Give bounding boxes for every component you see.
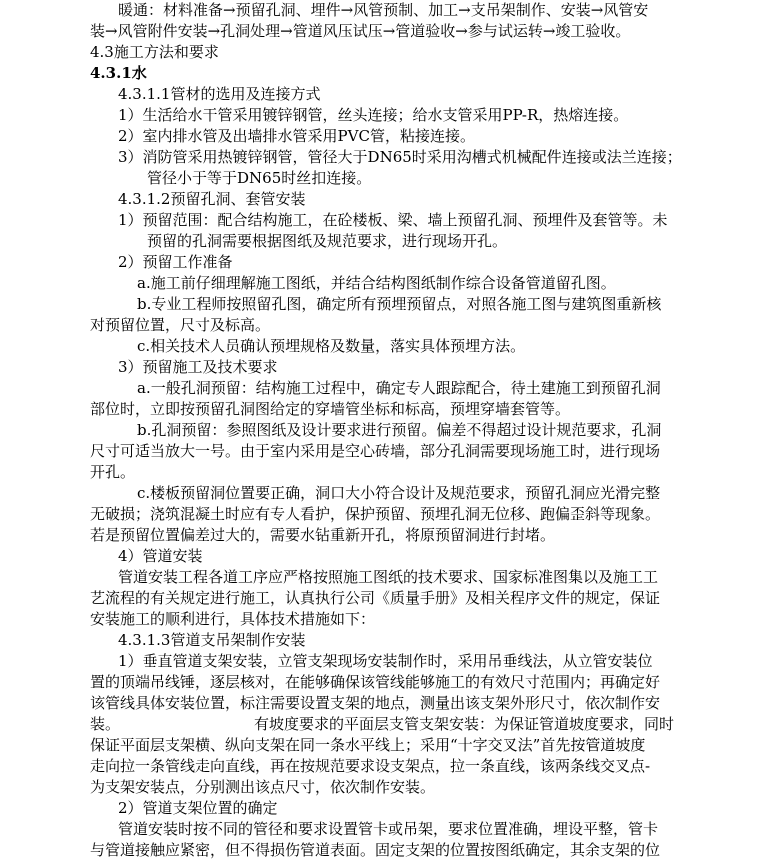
text-line: 部位时，立即按预留孔洞图给定的穿墙管坐标和标高，预埋穿墙套管等。 bbox=[90, 400, 571, 418]
text-line: c.相关技术人员确认预埋规格及数量，落实具体预埋方法。 bbox=[137, 337, 526, 355]
subsection-heading: 4.3.1.1管材的选用及连接方式 bbox=[118, 85, 321, 103]
text-line: a.一般孔洞预留：结构施工过程中，确定专人跟踪配合，待土建施工到预留孔洞 bbox=[137, 379, 661, 397]
text-line: 有坡度要求的平面层支管支架安装：为保证管道坡度要求，同时 bbox=[254, 715, 675, 733]
text-line: 1）预留范围：配合结构施工，在砼楼板、梁、墙上预留孔洞、预埋件及套管等。未 bbox=[118, 211, 668, 229]
text-line: 3）消防管采用热镀锌钢管，管径大于DN65时采用沟槽式机械配件连接或法兰连接； bbox=[118, 148, 682, 166]
text-line: 若是预留位置偏差过大的，需要水钻重新开孔，将原预留洞进行封堵。 bbox=[90, 526, 556, 544]
text-line: 装。 bbox=[90, 715, 121, 733]
text-line: 该管线具体安装位置，标注需要设置支架的地点，测量出该支架外形尺寸，依次制作安 bbox=[90, 694, 661, 712]
text-line: 4）管道安装 bbox=[118, 547, 203, 565]
text-line: 预留的孔洞需要根据图纸及规范要求，进行现场开孔。 bbox=[147, 232, 508, 250]
section-heading-bold: 4.3.1水 bbox=[90, 64, 147, 82]
text-line: 走向拉一条管线走向直线，再在按规范要求设支架点，拉一条直线，该两条线交叉点- bbox=[90, 757, 651, 775]
text-line: 暖通：材料准备→预留孔洞、埋件→风管预制、加工→支吊架制作、安装→风管安 bbox=[118, 1, 649, 19]
text-line: 开孔。 bbox=[90, 463, 136, 481]
text-line: 为支架安装点，分别测出该点尺寸，依次制作安装。 bbox=[90, 778, 436, 796]
text-line: 3）预留施工及技术要求 bbox=[118, 358, 278, 376]
section-heading: 4.3施工方法和要求 bbox=[90, 43, 219, 61]
subsection-heading: 4.3.1.3管道支吊架制作安装 bbox=[118, 631, 306, 649]
text-line: 2）预留工作准备 bbox=[118, 253, 233, 271]
text-line: 艺流程的有关规定进行施工，认真执行公司《质量手册》及相关程序文件的规定，保证 bbox=[90, 589, 661, 607]
text-line: b.孔洞预留：参照图纸及设计要求进行预留。偏差不得超过设计规范要求，孔洞 bbox=[137, 421, 662, 439]
text-line: b.专业工程师按照留孔图，确定所有预埋预留点，对照各施工图与建筑图重新核 bbox=[137, 295, 662, 313]
text-line: 对预留位置，尺寸及标高。 bbox=[90, 316, 271, 334]
text-line: 无破损；浇筑混凝土时应有专人看护，保护预留、预埋孔洞无位移、跑偏歪斜等现象。 bbox=[90, 505, 661, 523]
text-line: 保证平面层支架横、纵向支架在同一条水平线上；采用“十字交叉法”首先按管道坡度 bbox=[90, 736, 646, 754]
text-line: 管道安装时按不同的管径和要求设置管卡或吊架，要求位置准确，埋设平整，管卡 bbox=[118, 820, 659, 838]
text-line: 置的顶端吊线锤，逐层核对，在能够确保该管线能够施工的有效尺寸范围内；再确定好 bbox=[90, 673, 661, 691]
text-line: c.楼板预留洞位置要正确，洞口大小符合设计及规范要求，预留孔洞应光滑完整 bbox=[137, 484, 661, 502]
text-line: 管道安装工程各道工序应严格按照施工图纸的技术要求、国家标准图集以及施工工 bbox=[118, 568, 659, 586]
text-line: a.施工前仔细理解施工图纸，并结合结构图纸制作综合设备管道留孔图。 bbox=[137, 274, 616, 292]
text-line: 2）管道支架位置的确定 bbox=[118, 799, 278, 817]
text-line: 安装施工的顺利进行，具体技术措施如下： bbox=[90, 610, 376, 628]
text-line: 管径小于等于DN65时丝扣连接。 bbox=[147, 169, 372, 187]
text-line: 装→风管附件安装→孔洞处理→管道风压试压→管道验收→参与试运转→竣工验收。 bbox=[90, 22, 631, 40]
text-line: 与管道接触应紧密，但不得损伤管道表面。固定支架的位置按图纸确定，其余支架的位 bbox=[90, 841, 661, 859]
text-line: 尺寸可适当放大一号。由于室内采用是空心砖墙，部分孔洞需要现场施工时，进行现场 bbox=[90, 442, 661, 460]
text-line: 1）生活给水干管采用镀锌钢管，丝头连接；给水支管采用PP-R，热熔连接。 bbox=[118, 106, 629, 124]
text-line: 1）垂直管道支架安装，立管支架现场安装制作时，采用吊垂线法，从立管安装位 bbox=[118, 652, 653, 670]
text-line: 2）室内排水管及出墙排水管采用PVC管，粘接连接。 bbox=[118, 127, 475, 145]
subsection-heading: 4.3.1.2预留孔洞、套管安装 bbox=[118, 190, 306, 208]
